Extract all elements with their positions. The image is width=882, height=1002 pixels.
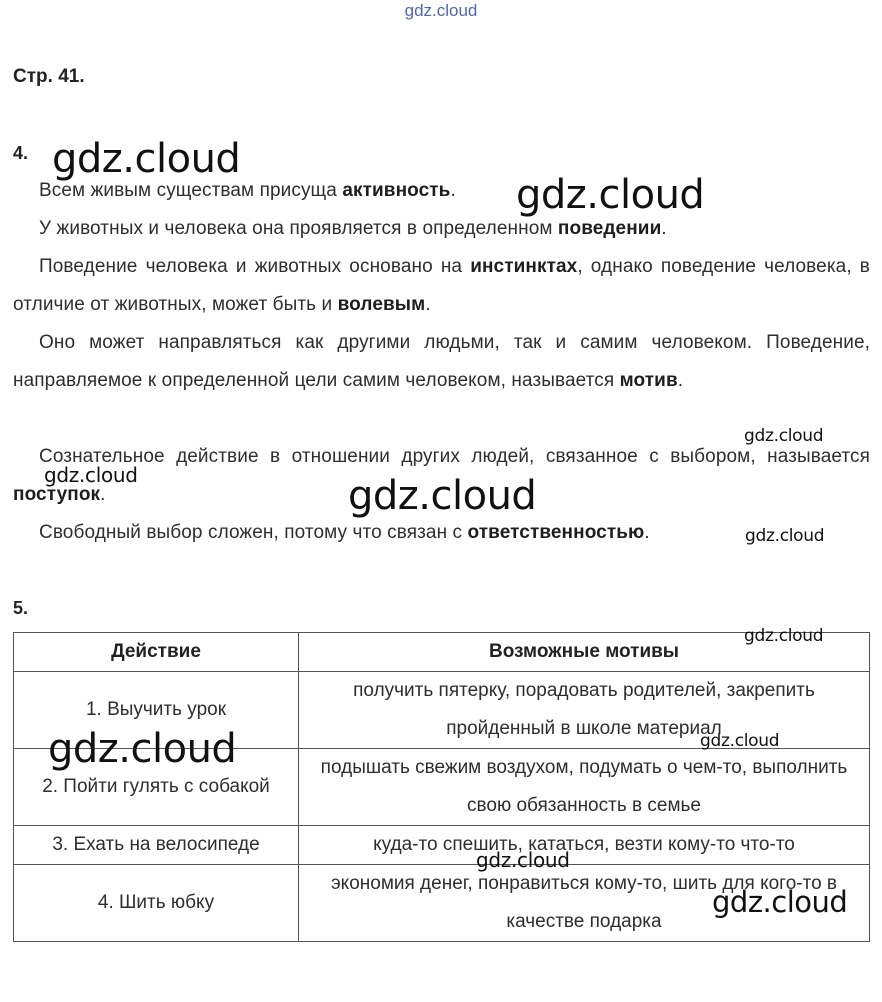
watermark: gdz.cloud [700, 731, 780, 751]
text-run: , однако поведение человека, в отличие от животных, может быть и [13, 256, 870, 315]
header-motives: Возможные мотивы [299, 633, 870, 672]
task-5-number: 5. [13, 598, 29, 618]
watermark: gdz.cloud [712, 885, 848, 919]
answer-term: мотив [619, 370, 678, 391]
text-run: Оно может направляться как другими людьми, так и самим человеком. Поведение, направляемое к определенной цели самим человеком, называется [13, 332, 870, 391]
task-4-number: 4. [13, 143, 29, 163]
watermark: gdz.cloud [348, 473, 537, 519]
text-run: Сознательное действие в отношении других людей, связанное с выбором, называется [39, 446, 870, 467]
answer-term: поведении [557, 218, 662, 239]
motives-cell: куда-то спешить, кататься, везти кому-то что-то [299, 826, 870, 865]
motives-cell: подышать свежим воздухом, подумать о чем-то, выполнить свою обязанность в семье [299, 749, 870, 826]
watermark: gdz.cloud [745, 526, 825, 546]
watermark: gdz.cloud [744, 426, 824, 446]
answer-term: поступок [13, 484, 101, 505]
action-cell: 3. Ехать на велосипеде [14, 826, 299, 865]
text-run: У животных и человека она проявляется в определенном [39, 218, 558, 239]
paragraph [13, 248, 870, 324]
text-run: . [100, 484, 106, 505]
answer-term: ответственностью [467, 522, 645, 543]
watermark: gdz.cloud [744, 626, 824, 646]
answer-term: инстинктах [470, 256, 578, 277]
paragraph [13, 210, 870, 248]
paragraph [13, 514, 870, 552]
text-run: Всем живым существам присуща [39, 180, 343, 201]
watermark: gdz.cloud [516, 172, 705, 218]
text-run: . [425, 294, 431, 315]
text-run: Поведение человека и животных основано на [39, 256, 471, 277]
watermark-top: gdz.cloud [404, 1, 478, 20]
paragraph [13, 324, 870, 400]
table-header-row [14, 633, 870, 672]
text-run: . [677, 370, 684, 391]
watermark: gdz.cloud [44, 463, 138, 487]
motives-cell: экономия денег, понравиться кому-то, шить для кого-то в качестве подарка [299, 865, 870, 942]
text-run: Свободный выбор сложен, потому что связан с [39, 522, 468, 543]
action-cell: 4. Шить юбку [14, 865, 299, 942]
text-run: . [661, 218, 667, 239]
header-action: Действие [14, 633, 299, 672]
watermark: gdz.cloud [52, 136, 241, 182]
answer-term: активность [342, 180, 451, 201]
action-cell: 2. Пойти гулять с собакой [14, 749, 299, 826]
page-reference: Стр. 41. [13, 66, 85, 87]
action-cell: 1. Выучить урок [14, 672, 299, 749]
answer-term: волевым [337, 294, 426, 315]
watermark: gdz.cloud [476, 848, 570, 872]
text-run: . [450, 180, 456, 201]
table-row [14, 826, 870, 865]
watermark: gdz.cloud [48, 726, 237, 772]
text-run: . [644, 522, 650, 543]
motives-cell: получить пятерку, порадовать родителей, закрепить пройденный в школе материал [299, 672, 870, 749]
